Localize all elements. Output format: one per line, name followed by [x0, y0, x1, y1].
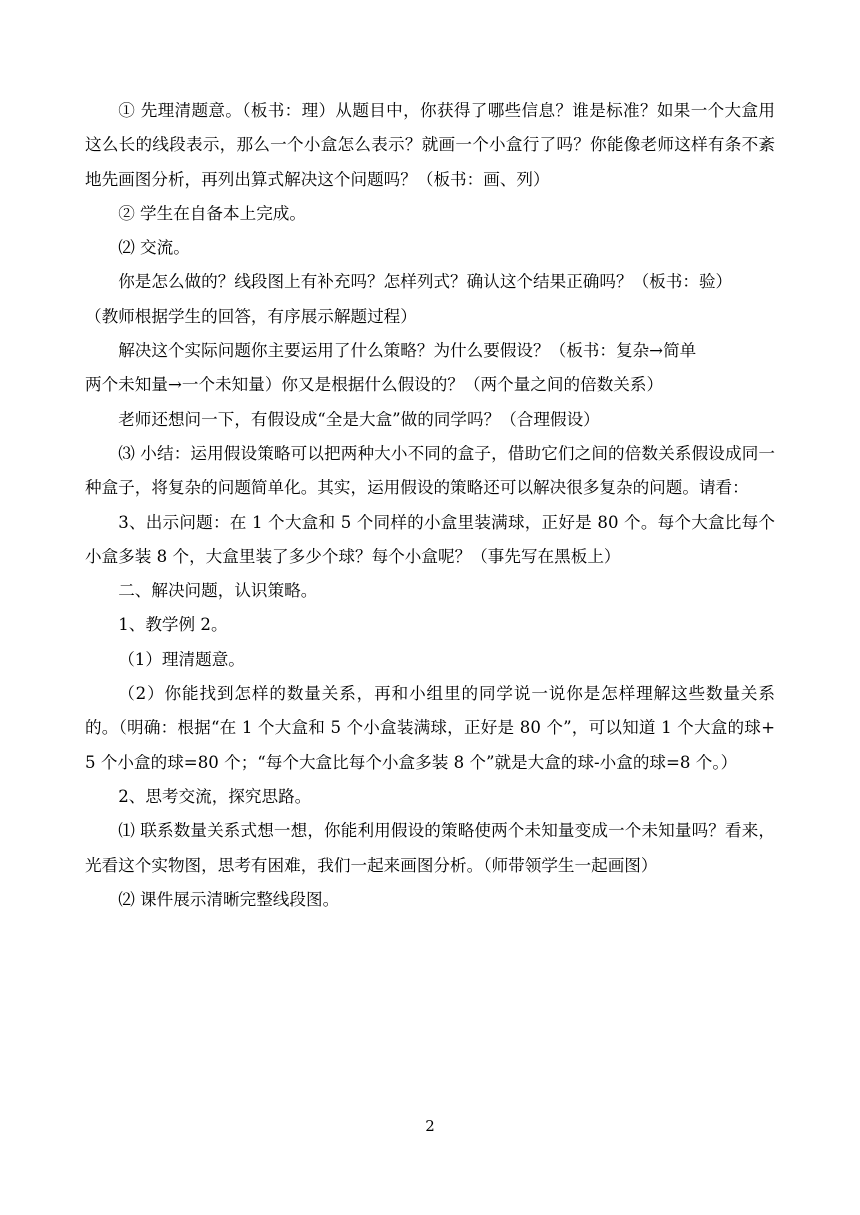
section-heading-solve-problem: 二、解决问题，认识策略。 [118, 581, 318, 601]
paragraph-step1-clarify: ① 先理清题意。（板书：理）从题目中，你获得了哪些信息？谁是标准？如果一个大盒用这么长的线段表示，那么一个小盒怎么表示？就画一个小盒行了吗？你能像老师这样有条不紊地先画图分析，再列出算式解决这个问题吗？（板书：画、列） [85, 101, 775, 189]
paragraph-summary: ⑶ 小结：运用假设策略可以把两种大小不同的盒子，借助它们之间的倍数关系假设成同一种盒子，将复杂的问题简单化。其实，运用假设的策略还可以解决很多复杂的问题。请看： [85, 443, 775, 498]
paragraph-courseware-diagram: ⑵ 课件展示清晰完整线段图。 [118, 889, 340, 909]
paragraph-relation-formula: ⑴ 联系数量关系式想一想，你能利用假设的策略使两个未知量变成一个未知量吗？看来，光看这个实物图，思考有困难，我们一起来画图分析。（师带领学生一起画图） [85, 821, 775, 875]
paragraph-show-problem: 3、出示问题：在 1 个大盒和 5 个同样的小盒里装满球，正好是 80 个。每个大盒比每个小盒多装 8 个，大盒里装了多少个球？每个小盒呢？（事先写在黑板上） [85, 512, 775, 566]
paragraph-quantity-relation: （2）你能找到怎样的数量关系，再和小组里的同学说一说你是怎样理解这些数量关系的。（明确：根据“在 1 个大盒和 5 个小盒装满球，正好是 80 个”，可以知道 1 个大盒的球+5 个小盒的球=80 个；“每个大盒比每个小盒多装 8 个”就是大盒的球-小盒的球=8 个。） [85, 684, 775, 772]
paragraph-example-2: 1、教学例 2。 [118, 615, 228, 635]
paragraph-exchange: ⑵ 交流。 [118, 238, 190, 258]
paragraph-how-did-you-do: 你是怎么做的？线段图上有补充吗？怎样列式？确认这个结果正确吗？（板书：验） [118, 272, 733, 292]
paragraph-step2-complete: ② 学生在自备本上完成。 [118, 203, 306, 223]
paragraph-strategy-continued: 两个未知量→一个未知量）你又是根据什么假设的？（两个量之间的倍数关系） [85, 375, 664, 395]
paragraph-clarify-meaning: （1）理清题意。 [118, 649, 245, 669]
page-number: 2 [425, 1117, 435, 1135]
paragraph-think-exchange: 2、思考交流，探究思路。 [118, 786, 312, 806]
paragraph-reasonable-assumption: 老师还想问一下，有假设成“全是大盒”做的同学吗？（合理假设） [118, 409, 600, 429]
paragraph-strategy-question: 解决这个实际问题你主要运用了什么策略？为什么要假设？（板书：复杂→简单 [118, 341, 697, 361]
paragraph-teacher-note: （教师根据学生的回答，有序展示解题过程） [85, 306, 417, 326]
document-body [85, 94, 775, 917]
